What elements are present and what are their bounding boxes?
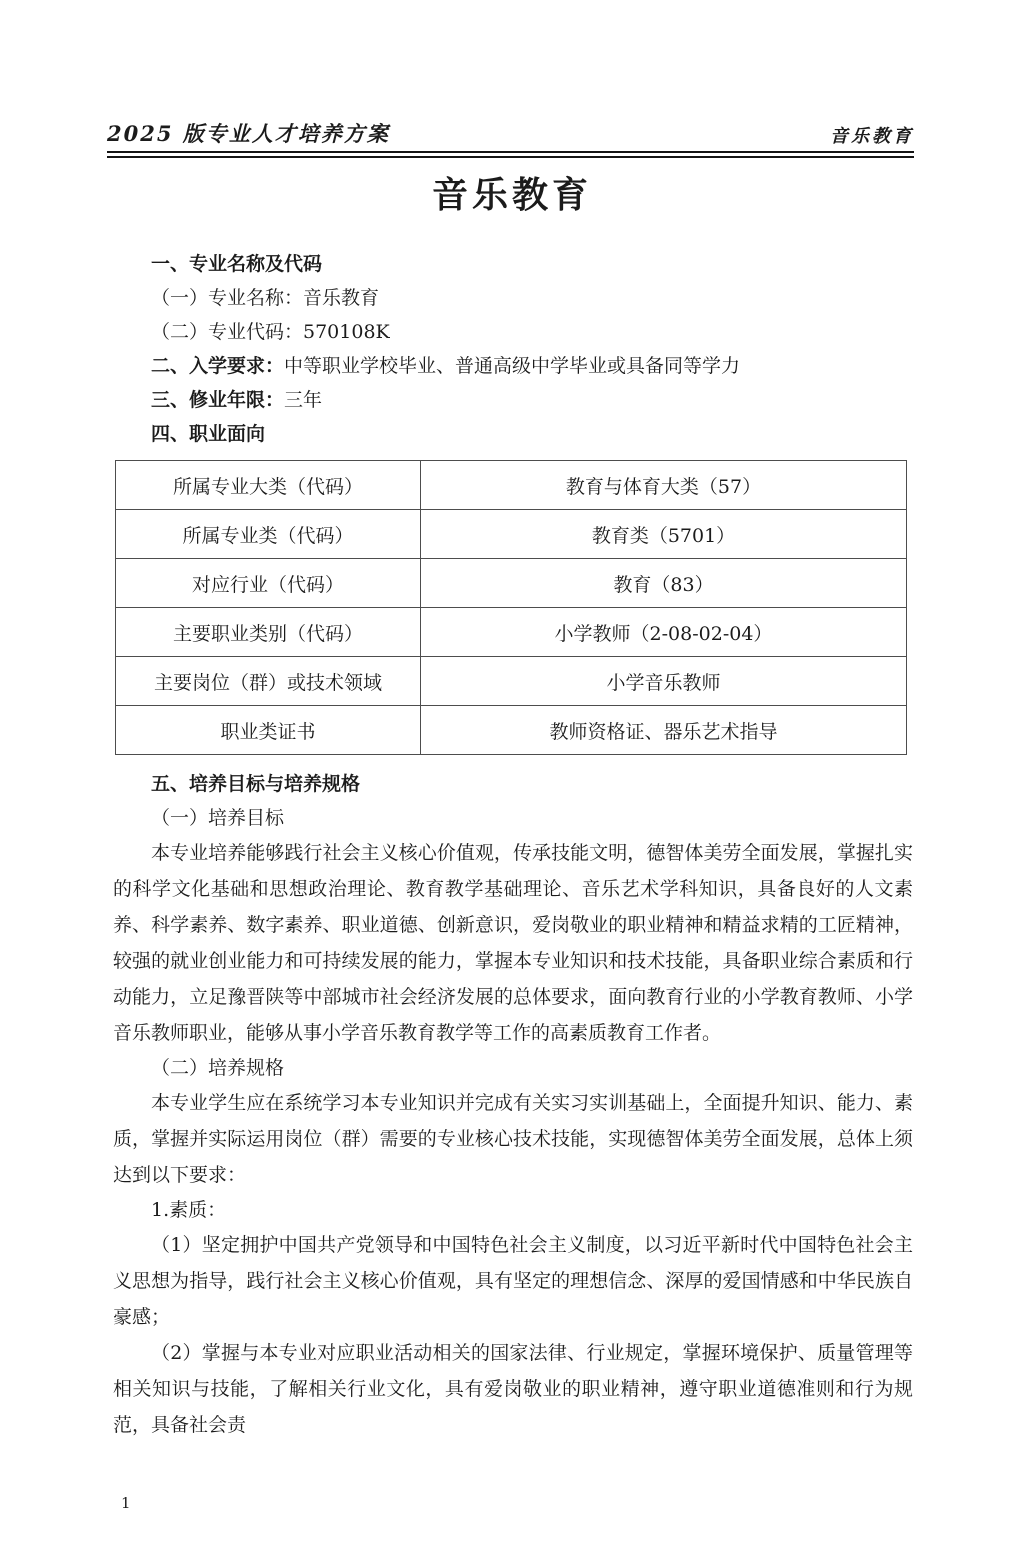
section-3-text: 三年 [284,389,323,411]
quality-item-2: （2）掌握与本专业对应职业活动相关的国家法律、行业规定，掌握环境保护、质量管理等相关知识与技能，了解相关行业文化，具有爱岗敬业的职业精神，遵守职业道德准则和行为规范，具备社会责 [113,1342,913,1436]
table-row [116,706,907,755]
row-value: 小学音乐教师 [421,657,907,706]
section-3-label: 三、修业年限： [151,389,285,411]
page-number: 1 [121,1494,131,1512]
quality-label: 1.素质： [151,1199,227,1221]
row-label: 主要岗位（群）或技术领域 [116,657,421,706]
table-row [116,657,907,706]
section-2-label: 二、入学要求： [151,355,285,377]
table-row [116,559,907,608]
section-1-heading: 一、专业名称及代码 [151,253,323,275]
section-2-text: 中等职业学校毕业、普通高级中学毕业或具备同等学力 [284,355,741,377]
training-spec-paragraph: 本专业学生应在系统学习本专业知识并完成有关实习实训基础上，全面提升知识、能力、素质，掌握并实际运用岗位（群）需要的专业核心技术技能，实现德智体美劳全面发展，总体上须达到以下要求： [113,1092,913,1186]
table-row [116,608,907,657]
header-rule [107,151,914,158]
row-value: 小学教师（2-08-02-04） [421,608,907,657]
section-5 [113,767,913,1443]
quality-item-1: （1）坚定拥护中国共产党领导和中国特色社会主义制度，以习近平新时代中国特色社会主义思想为指导，践行社会主义核心价值观，具有坚定的理想信念、深厚的爱国情感和中华民族自豪感； [113,1234,913,1328]
training-objective-paragraph: 本专业培养能够践行社会主义核心价值观，传承技能文明，德智体美劳全面发展，掌握扎实的科学文化基础和思想政治理论、教育教学基础理论、音乐艺术学科知识，具备良好的人文素养、科学素养、数字素养、职业道德、创新意识，爱岗敬业的职业精神和精益求精的工匠精神，较强的就业创业能力和可持续发展的能力，掌握本专业知识和技术技能，具备职业综合素质和行动能力，立足豫晋陕等中部城市社会经济发展的总体要求，面向教育行业的小学教育教师、小学音乐教师职业，能够从事小学音乐教育教学等工作的高素质教育工作者。 [113,842,913,1044]
section-1-item-code: （二）专业代码：570108K [151,321,390,343]
row-value: 教育类（5701） [421,510,907,559]
row-label: 所属专业类（代码） [116,510,421,559]
section-5-sub1-heading: （一）培养目标 [151,807,285,829]
row-label: 职业类证书 [116,706,421,755]
table-row [116,461,907,510]
row-value: 教育与体育大类（57） [421,461,907,510]
section-5-sub2-heading: （二）培养规格 [151,1057,285,1079]
header-right-text: 音乐教育 [830,126,914,147]
table-row [116,510,907,559]
row-label: 对应行业（代码） [116,559,421,608]
section-1-item-name: （一）专业名称：音乐教育 [151,287,380,309]
row-value: 教师资格证、器乐艺术指导 [421,706,907,755]
document-body [113,247,913,1443]
page-header [107,118,914,148]
section-4-heading: 四、职业面向 [151,423,266,445]
section-list [113,247,913,451]
page-title: 音乐教育 [431,174,592,216]
section-5-heading: 五、培养目标与培养规格 [151,773,361,795]
section-3-study-duration [113,383,913,417]
career-orientation-table [115,460,907,755]
row-label: 所属专业大类（代码） [116,461,421,510]
section-2-entry-requirements [113,349,913,383]
row-value: 教育（83） [421,559,907,608]
row-label: 主要职业类别（代码） [116,608,421,657]
header-left-text: 2025 版专业人才培养方案 [107,121,390,146]
